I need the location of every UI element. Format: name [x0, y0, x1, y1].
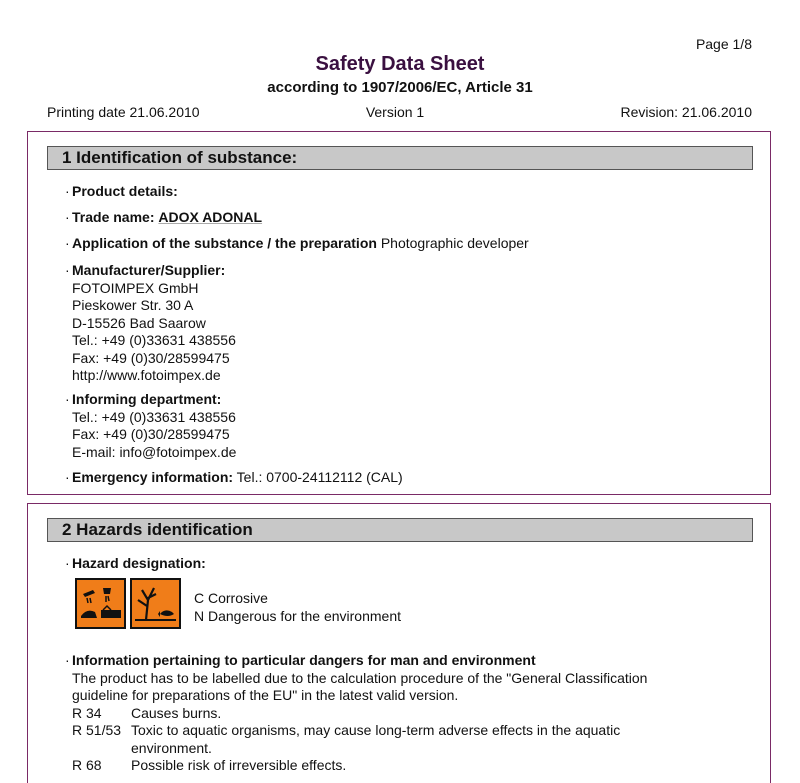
section-heading: 2 Hazards identification: [47, 518, 753, 542]
application: · Application of the substance / the preparation Photographic developer: [65, 235, 529, 251]
emergency-info: · Emergency information: Tel.: 0700-24112112 (CAL): [65, 469, 403, 485]
section-heading: 1 Identification of substance:: [47, 146, 753, 170]
address-line: FOTOIMPEX GmbH: [72, 279, 199, 296]
hazard-symbol-labels: [194, 590, 401, 625]
email-line: E-mail: info@fotoimpex.de: [72, 443, 237, 460]
manufacturer-block: · Manufacturer/Supplier: FOTOIMPEX GmbH Pieskower Str. 30 A D-15526 Bad Saarow Tel.: +49 (0)33631 438556 Fax: +49 (0)30/28599475 http://www.fotoimpex.de: [65, 262, 236, 383]
website-line: http://www.fotoimpex.de: [72, 367, 221, 383]
r-phrase: R 51/53 Toxic to aquatic organisms, may cause long-term adverse effects in the aquatic: [72, 722, 621, 738]
info-line: The product has to be labelled due to the calculation procedure of the "General Classification: [72, 669, 648, 686]
section-identification: [27, 131, 771, 495]
product-details: · Product details:: [65, 183, 178, 199]
fax-line: Fax: +49 (0)30/28599475: [72, 349, 230, 366]
informing-block: · Informing department: Tel.: +49 (0)33631 438556 Fax: +49 (0)30/28599475 E-mail: info@fotoimpex.de: [65, 391, 237, 460]
corrosive-pictogram-icon: [75, 578, 126, 629]
r-phrase-continuation: environment.: [131, 739, 212, 756]
document-subtitle: according to 1907/2006/EC, Article 31: [267, 79, 533, 96]
page-number: Page 1/8: [695, 36, 752, 52]
fax-line: Fax: +49 (0)30/28599475: [72, 426, 230, 442]
section-hazards: [27, 503, 771, 783]
trade-name: · Trade name: ADOX ADONAL: [65, 209, 263, 225]
corrosive-label: C Corrosive: [194, 590, 268, 606]
hazard-pictograms: [75, 578, 181, 629]
address-line: D-15526 Bad Saarow: [72, 314, 206, 331]
info-line: guideline for preparations of the EU" in the latest valid version.: [72, 687, 459, 703]
hazard-designation: · Hazard designation:: [65, 555, 206, 571]
printing-date: Printing date 21.06.2010: [47, 104, 200, 120]
r-phrase: R 68 Possible risk of irreversible effects.: [72, 757, 347, 773]
version: Version 1: [365, 104, 425, 120]
environment-label: N Dangerous for the environment: [194, 607, 401, 624]
document-title: Safety Data Sheet: [315, 53, 485, 75]
address-line: Pieskower Str. 30 A: [72, 297, 194, 313]
r-phrase: R 34 Causes burns.: [72, 704, 222, 721]
environment-pictogram-icon: [130, 578, 181, 629]
danger-information: · Information pertaining to particular dangers for man and environment The product has to be labelled due to the calculation procedure of the "General Classification guideline for preparations of the EU" in the latest valid version. R 34 Causes burns. R 51/53 Toxic to aquatic organisms, may cause long-term adverse effects in the aquatic environment. R 68 Possible risk of irreversible effects.: [65, 652, 648, 773]
meta-row: [47, 104, 752, 120]
revision: Revision: 21.06.2010: [620, 104, 752, 120]
phone-line: Tel.: +49 (0)33631 438556: [72, 332, 236, 348]
trade-name-value: ADOX ADONAL: [158, 209, 263, 225]
phone-line: Tel.: +49 (0)33631 438556: [72, 408, 236, 425]
